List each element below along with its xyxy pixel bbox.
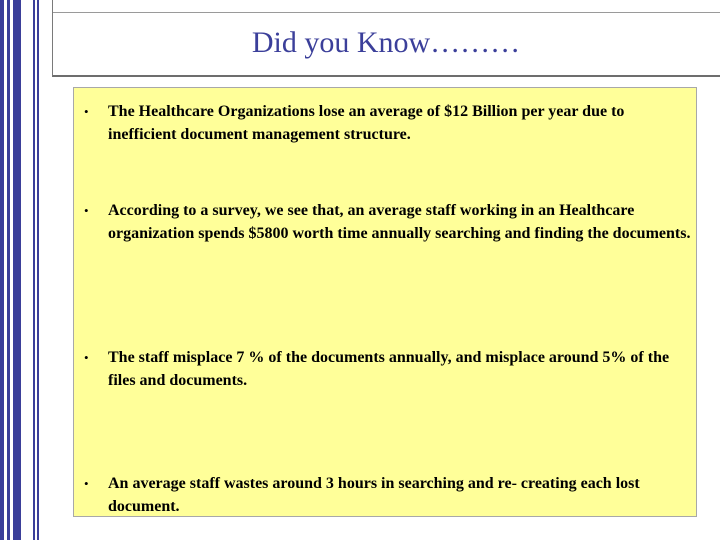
bullet-text: An average staff wastes around 3 hours in searching and re- creating each lost document. — [108, 475, 640, 515]
bullet-marker: • — [84, 104, 89, 119]
bullet-list-box — [73, 87, 697, 517]
bullet-text: According to a survey, we see that, an average staff working in an Healthcare organization spends $5800 worth time annually searching and finding the documents. — [108, 202, 691, 242]
left-stripe-3 — [13, 0, 21, 540]
left-stripe-2 — [7, 0, 10, 540]
slide-title: Did you Know……… — [251, 26, 521, 59]
bullet-text: The Healthcare Organizations lose an average of $12 Billion per year due to inefficient document management structure. — [108, 103, 625, 143]
left-stripe-4 — [33, 0, 35, 540]
bullet-marker: • — [84, 476, 89, 491]
bullet-marker: • — [84, 203, 89, 218]
left-stripe-5 — [37, 0, 39, 540]
left-stripe-1 — [0, 0, 4, 540]
bullet-text: The staff misplace 7 % of the documents annually, and misplace around 5% of the files and documents. — [108, 349, 670, 389]
bullet-marker: • — [84, 350, 89, 365]
